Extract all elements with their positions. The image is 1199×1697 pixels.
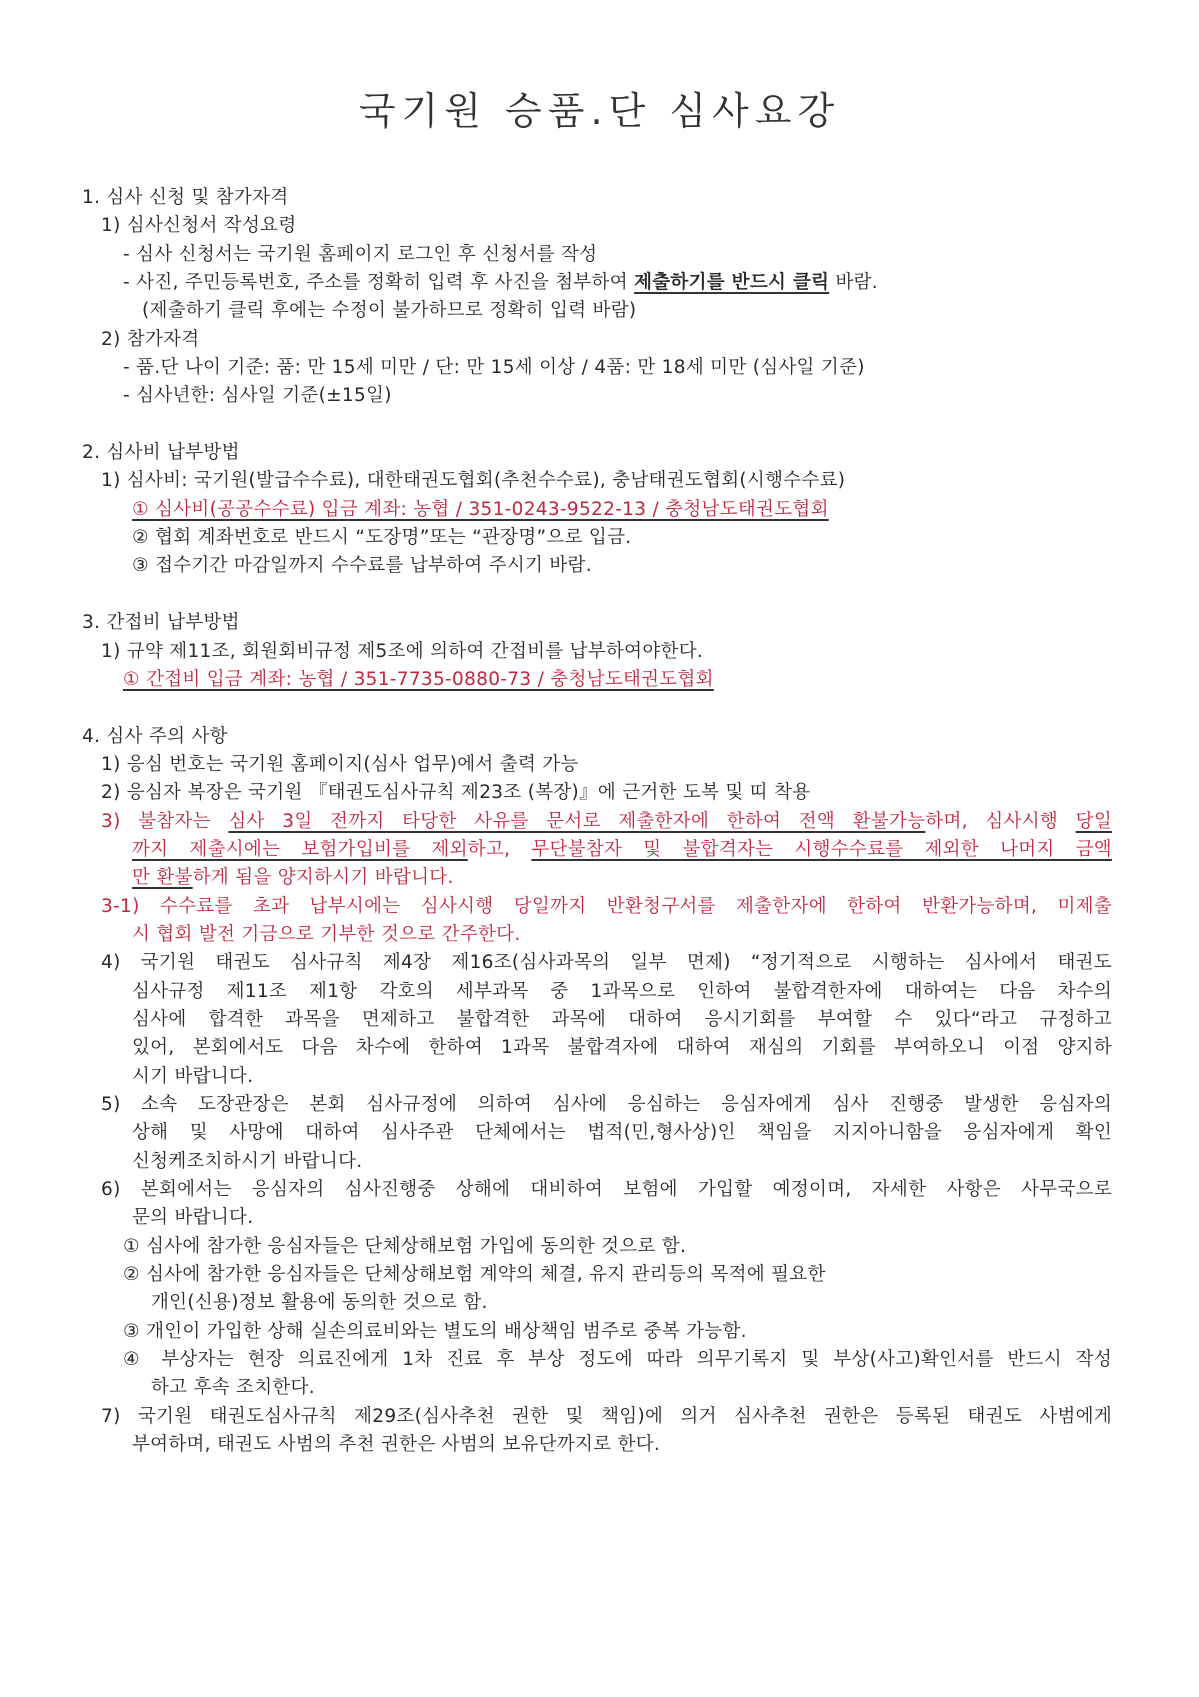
text-segment: 2) 응심자 복장은 국기원 『태권도심사규칙 제23조 (복장)』에 근거한 도복 및 띠 착용 bbox=[101, 782, 811, 804]
text-segment: 1) 규약 제11조, 회원회비규정 제5조에 의하여 간접비를 납부하여야한다. bbox=[101, 640, 704, 662]
text-line bbox=[123, 1261, 1112, 1289]
text-segment: - 심사 신청서는 국기원 홈페이지 로그인 후 신청서를 작성 bbox=[123, 243, 598, 265]
text-segment: 7) 국기원 태권도심사규칙 제29조(심사추천 권한 및 책임)에 의거 심사추천 권한은 등록된 태권도 사범에게 bbox=[101, 1405, 1112, 1427]
text-segment: 문의 바랍니다. bbox=[132, 1207, 254, 1229]
text-line bbox=[132, 864, 1112, 892]
text-line bbox=[82, 723, 1112, 751]
text-line bbox=[132, 836, 1112, 864]
text-segment: 1) 심사비: 국기원(발급수수료), 대한태권도협회(추천수수료), 충남태권도협회(시행수수료) bbox=[101, 470, 846, 492]
text-segment: 5) 소속 도장관장은 본회 심사규정에 의하여 심사에 응심하는 응심자에게 심사 진행중 발생한 응심자의 bbox=[101, 1094, 1112, 1115]
text-segment: 신청케조치하시기 바랍니다. bbox=[132, 1150, 363, 1172]
text-segment: 있어, 본회에서도 다음 차수에 한하여 1과목 불합격자에 대하여 재심의 기회를 부여하오니 이점 양지하 bbox=[132, 1037, 1112, 1059]
text-line bbox=[123, 382, 1112, 410]
text-line bbox=[101, 1091, 1112, 1119]
text-segment: (제출하기 클릭 후에는 수정이 불가하므로 정확히 입력 바람) bbox=[142, 300, 637, 322]
text-segment: 1. 심사 신청 및 참가자격 bbox=[82, 187, 289, 208]
text-line bbox=[151, 1374, 1112, 1402]
text-segment: 3) 불참자는 bbox=[101, 810, 229, 832]
text-segment: 바람. bbox=[829, 272, 878, 294]
text-segment: 시기 바랍니다. bbox=[132, 1065, 254, 1087]
text-line bbox=[101, 808, 1112, 836]
text-line bbox=[132, 1148, 1112, 1176]
text-segment: 심사규정 제11조 제1항 각호의 세부과목 중 1과목으로 인하여 불합격한자에 대하여는 다음 차수의 bbox=[132, 980, 1112, 1002]
text-line bbox=[123, 241, 1112, 269]
text-segment: ③ 개인이 가입한 상해 실손의료비와는 별도의 배상책임 범주로 중복 가능함. bbox=[123, 1320, 747, 1342]
text-segment: ① 심사에 참가한 응심자들은 단체상해보험 가입에 동의한 것으로 함. bbox=[123, 1235, 687, 1257]
text-line bbox=[132, 496, 1112, 524]
underlined-text: 당일 bbox=[1075, 810, 1112, 832]
text-line bbox=[132, 524, 1112, 552]
underlined-text: ① 심사비(공공수수료) 입금 계좌: 농협 / 351-0243-9522-13 / 충청남도태권도협회 bbox=[132, 498, 829, 520]
text-segment: ③ 접수기간 마감일까지 수수료를 납부하여 주시기 바람. bbox=[132, 555, 592, 577]
text-line bbox=[132, 1034, 1112, 1062]
text-segment: 3. 간접비 납부방법 bbox=[82, 612, 240, 634]
text-line bbox=[101, 212, 1112, 240]
text-segment: 시 협회 발전 기금으로 기부한 것으로 간주한다. bbox=[132, 923, 521, 945]
text-line bbox=[82, 184, 1112, 212]
text-segment: - 품.단 나이 기준: 품: 만 15세 미만 / 단: 만 15세 이상 / 4품: 만 18세 미만 (심사일 기준) bbox=[123, 357, 865, 379]
text-line bbox=[101, 326, 1112, 354]
text-segment: 1) 심사신청서 작성요령 bbox=[101, 215, 297, 237]
text-line bbox=[123, 354, 1112, 382]
underlined-text: 무단불참자 및 불합격자는 시행수수료를 제외한 나머지 금액 bbox=[531, 838, 1112, 860]
text-line bbox=[82, 439, 1112, 467]
text-segment: - 사진, 주민등록번호, 주소를 정확히 입력 후 사진을 첨부하여 bbox=[123, 272, 635, 294]
text-line bbox=[151, 1289, 1112, 1317]
text-segment: 6) 본회에서는 응심자의 심사진행중 상해에 대비하여 보험에 가입할 예정이며, 자세한 사항은 사무국으로 bbox=[101, 1179, 1112, 1201]
text-line bbox=[82, 609, 1112, 637]
text-line bbox=[132, 921, 1112, 949]
text-segment: 3-1) 수수료를 초과 납부시에는 심사시행 당일까지 반환청구서를 제출한자에 한하여 반환가능하며, 미제출 bbox=[101, 895, 1112, 917]
blank-line bbox=[0, 694, 1199, 722]
text-line bbox=[101, 751, 1112, 779]
text-segment: ② 심사에 참가한 응심자들은 단체상해보험 계약의 체결, 유지 관리등의 목적에 필요한 bbox=[123, 1264, 826, 1286]
underlined-text: 심사 3일 전까지 타당한 사유를 문서로 제출한자에 한하여 전액 환불가능 bbox=[228, 810, 926, 832]
text-segment: - 심사년한: 심사일 기준(±15일) bbox=[123, 385, 392, 407]
text-segment: 하고, bbox=[467, 838, 532, 860]
text-line bbox=[101, 1403, 1112, 1431]
text-line bbox=[101, 638, 1112, 666]
text-line bbox=[123, 269, 1112, 297]
text-line bbox=[123, 1346, 1112, 1374]
text-segment: 1) 응심 번호는 국기원 홈페이지(심사 업무)에서 출력 가능 bbox=[101, 753, 579, 775]
text-segment: 하며, 심사시행 bbox=[925, 810, 1076, 832]
text-segment: ④ 부상자는 현장 의료진에게 1차 진료 후 부상 정도에 따라 의무기록지 및 부상(사고)확인서를 반드시 작성 bbox=[123, 1349, 1112, 1371]
underlined-text: 만 환불 bbox=[132, 867, 193, 889]
text-line bbox=[101, 893, 1112, 921]
text-line bbox=[123, 666, 1112, 694]
blank-line bbox=[0, 581, 1199, 609]
text-segment: 2) 참가자격 bbox=[101, 328, 200, 350]
text-line bbox=[101, 467, 1112, 495]
text-segment: 심사에 합격한 과목을 면제하고 불합격한 과목에 대하여 응시기회를 부여할 수 있다“라고 규정하고 bbox=[132, 1008, 1112, 1030]
text-line bbox=[123, 1233, 1112, 1261]
blank-line bbox=[0, 411, 1199, 439]
text-segment: 개인(신용)정보 활용에 동의한 것으로 함. bbox=[151, 1292, 488, 1314]
underlined-text: ① 간접비 입금 계좌: 농협 / 351-7735-0880-73 / 충청남도태권도협회 bbox=[123, 668, 714, 690]
text-line bbox=[132, 552, 1112, 580]
text-segment: ② 협회 계좌번호로 반드시 “도장명”또는 “관장명”으로 입금. bbox=[132, 527, 632, 549]
text-line bbox=[132, 1119, 1112, 1147]
underlined-text: 제출하기를 반드시 클릭 bbox=[634, 272, 830, 294]
document-title: 국기원 승품.단 심사요강 bbox=[358, 89, 841, 133]
text-line bbox=[101, 779, 1112, 807]
text-line bbox=[132, 1006, 1112, 1034]
text-line bbox=[132, 1063, 1112, 1091]
text-line bbox=[101, 1176, 1112, 1204]
text-line bbox=[123, 1318, 1112, 1346]
text-segment: 4) 국기원 태권도 심사규칙 제4장 제16조(심사과목의 일부 면제) “정기적으로 시행하는 심사에서 태권도 bbox=[101, 952, 1112, 974]
text-segment: 4. 심사 주의 사항 bbox=[82, 725, 228, 747]
underlined-text: 까지 제출시에는 보험가입비를 제외 bbox=[132, 838, 468, 860]
text-segment: 하게 됨을 양지하시기 바랍니다. bbox=[192, 867, 454, 889]
text-line bbox=[101, 949, 1112, 977]
text-segment: 하고 후속 조치한다. bbox=[151, 1377, 315, 1399]
text-segment: 상해 및 사망에 대하여 심사주관 단체에서는 법적(민,형사상)인 책임을 지지아니함을 응심자에게 확인 bbox=[132, 1122, 1112, 1144]
text-line bbox=[132, 1204, 1112, 1232]
text-line bbox=[142, 297, 1112, 325]
document-body bbox=[0, 184, 1199, 1459]
text-segment: 부여하며, 태권도 사범의 추천 권한은 사범의 보유단까지로 한다. bbox=[132, 1434, 661, 1456]
text-line bbox=[132, 1431, 1112, 1459]
text-segment: 2. 심사비 납부방법 bbox=[82, 442, 240, 464]
text-line bbox=[132, 978, 1112, 1006]
